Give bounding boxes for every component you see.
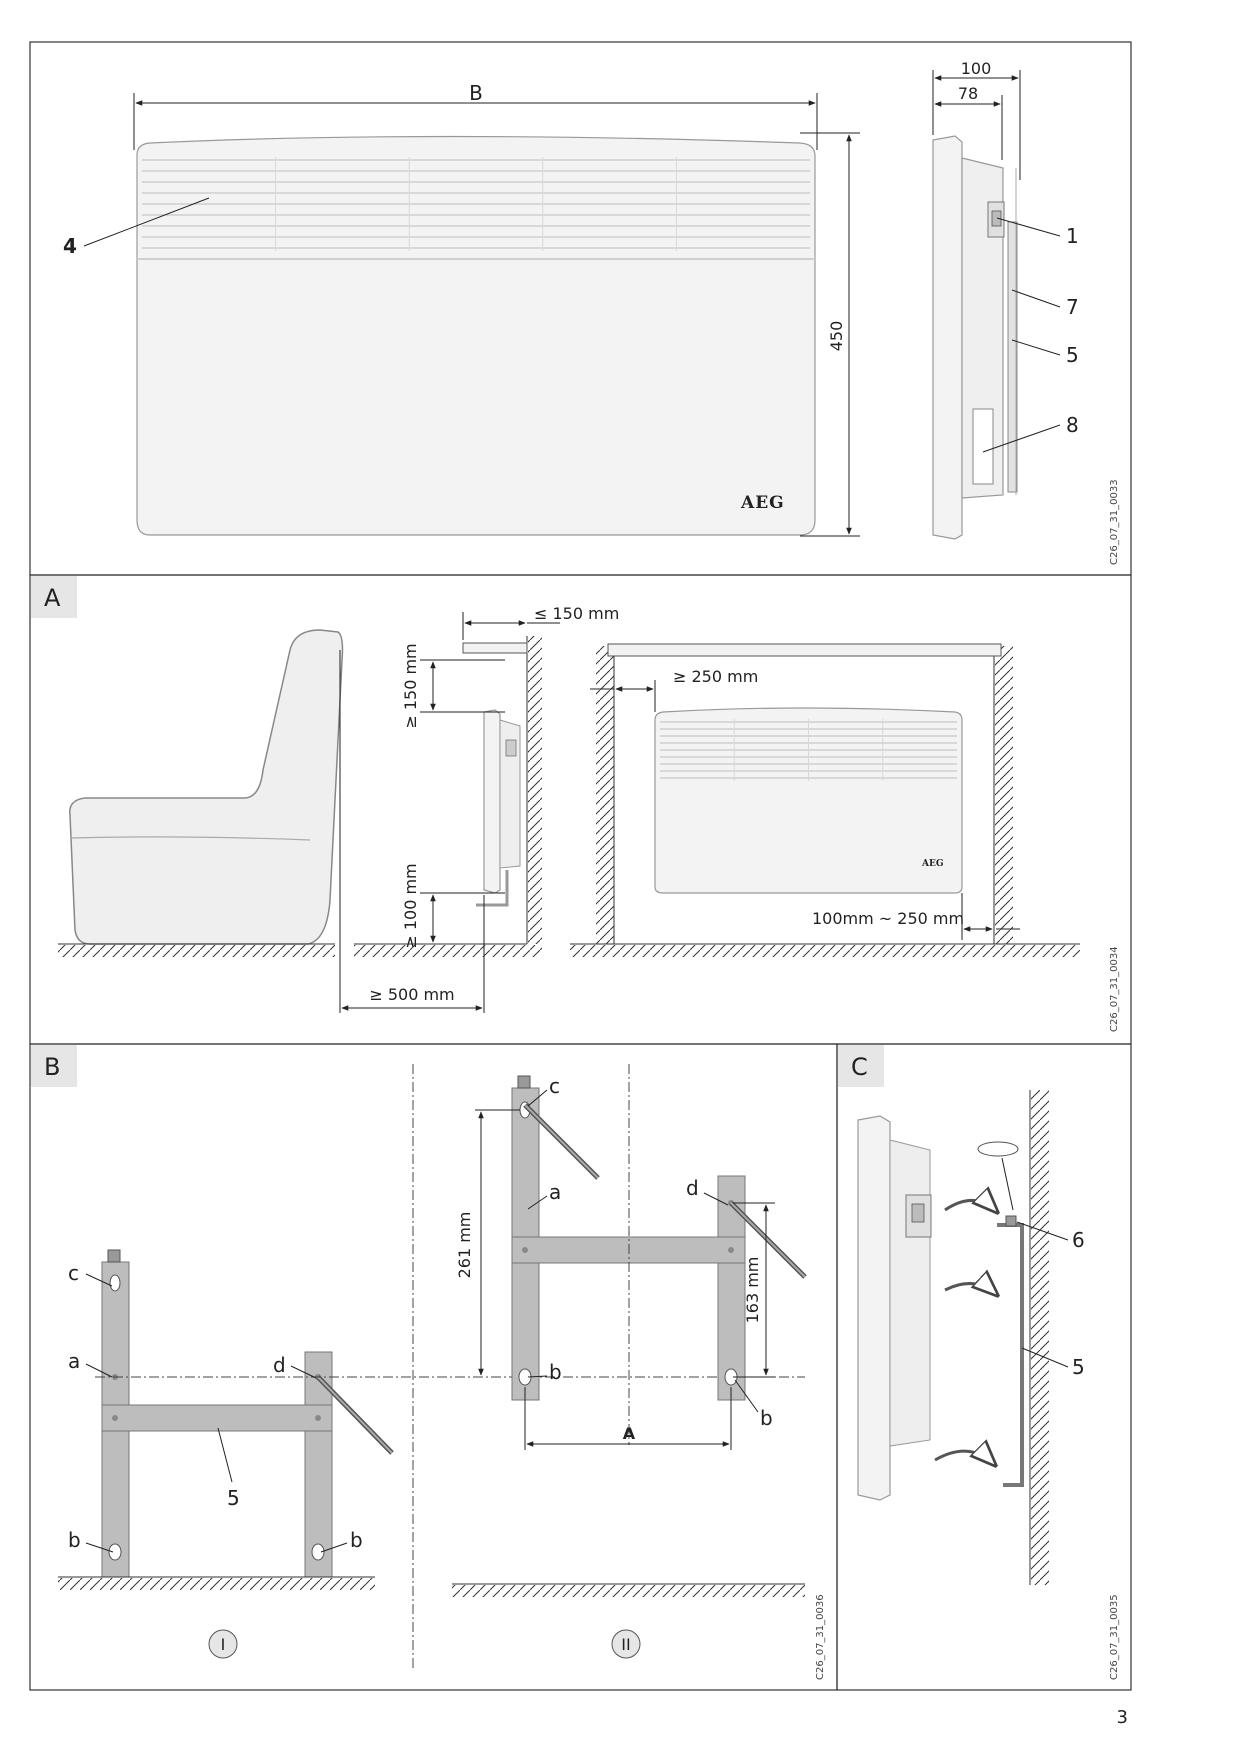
dim-side-clearance: ≥ 250 mm <box>673 667 759 686</box>
dim-shelf-overhang: ≤ 150 mm <box>534 604 620 623</box>
dim-front-clearance: ≥ 500 mm <box>369 985 455 1004</box>
section-c-label: C <box>851 1053 868 1081</box>
top-section <box>63 59 1120 565</box>
heater-front-view-a <box>655 708 962 893</box>
air-grille <box>142 157 810 251</box>
heater-side-view <box>933 136 1017 539</box>
heater-side-view-a <box>476 710 520 905</box>
wall-bracket-c <box>997 1216 1022 1485</box>
letter-b-2a: b <box>549 1360 562 1384</box>
bracket-floor-mount <box>102 1250 392 1577</box>
letter-a-1: a <box>68 1349 81 1373</box>
dim-side-wall: 100mm ~ 250 mm <box>812 909 965 928</box>
letter-d-1: d <box>273 1353 286 1377</box>
part-6-c: 6 <box>1072 1228 1085 1252</box>
dim-A-label: A <box>622 1424 636 1443</box>
figure-code-top: C26_07_31_0033 <box>1109 479 1120 565</box>
figure-code-a: C26_07_31_0034 <box>1109 946 1120 1032</box>
callout-8: 8 <box>1066 413 1079 437</box>
armchair <box>70 630 343 944</box>
dim-height-label: 450 <box>827 320 846 352</box>
letter-b-2b: b <box>760 1406 773 1430</box>
letter-c-2: c <box>549 1074 560 1098</box>
section-a <box>31 576 1120 1032</box>
letter-b-1a: b <box>68 1528 81 1552</box>
letter-b-1b: b <box>350 1528 363 1552</box>
section-b-label: B <box>44 1053 61 1081</box>
section-c <box>838 1045 1120 1680</box>
letter-d-2: d <box>686 1176 699 1200</box>
brand-logo: AEG <box>741 493 785 513</box>
roman-1: I <box>220 1635 226 1654</box>
dim-261: 261 mm <box>455 1211 474 1279</box>
letter-c-1: c <box>68 1261 79 1285</box>
figure-code-c: C26_07_31_0035 <box>1109 1594 1120 1680</box>
page-number: 3 <box>1116 1707 1128 1728</box>
part-5-b: 5 <box>227 1486 240 1510</box>
callout-5: 5 <box>1066 343 1079 367</box>
dim-top-clearance: ≥ 150 mm <box>401 643 420 729</box>
section-b <box>31 1045 826 1680</box>
dim-floor-clearance: ≥ 100 mm <box>401 863 420 949</box>
brand-logo-a: AEG <box>922 859 944 869</box>
callout-1: 1 <box>1066 224 1079 248</box>
dim-163: 163 mm <box>743 1256 762 1324</box>
figure-code-b: C26_07_31_0036 <box>815 1594 826 1680</box>
part-5-c: 5 <box>1072 1355 1085 1379</box>
heater-side-view-c <box>858 1116 931 1500</box>
dim-depth-outer-label: 100 <box>960 59 992 78</box>
letter-a-2: a <box>549 1180 562 1204</box>
callout-7: 7 <box>1066 295 1079 319</box>
section-a-label: A <box>44 584 61 612</box>
bracket-wall-mount <box>512 1076 805 1400</box>
heater-front-view <box>137 137 815 536</box>
callout-4: 4 <box>63 234 77 258</box>
dim-width-label: B <box>469 81 483 105</box>
dim-depth-inner-label: 78 <box>957 84 979 103</box>
roman-2: II <box>621 1635 631 1654</box>
